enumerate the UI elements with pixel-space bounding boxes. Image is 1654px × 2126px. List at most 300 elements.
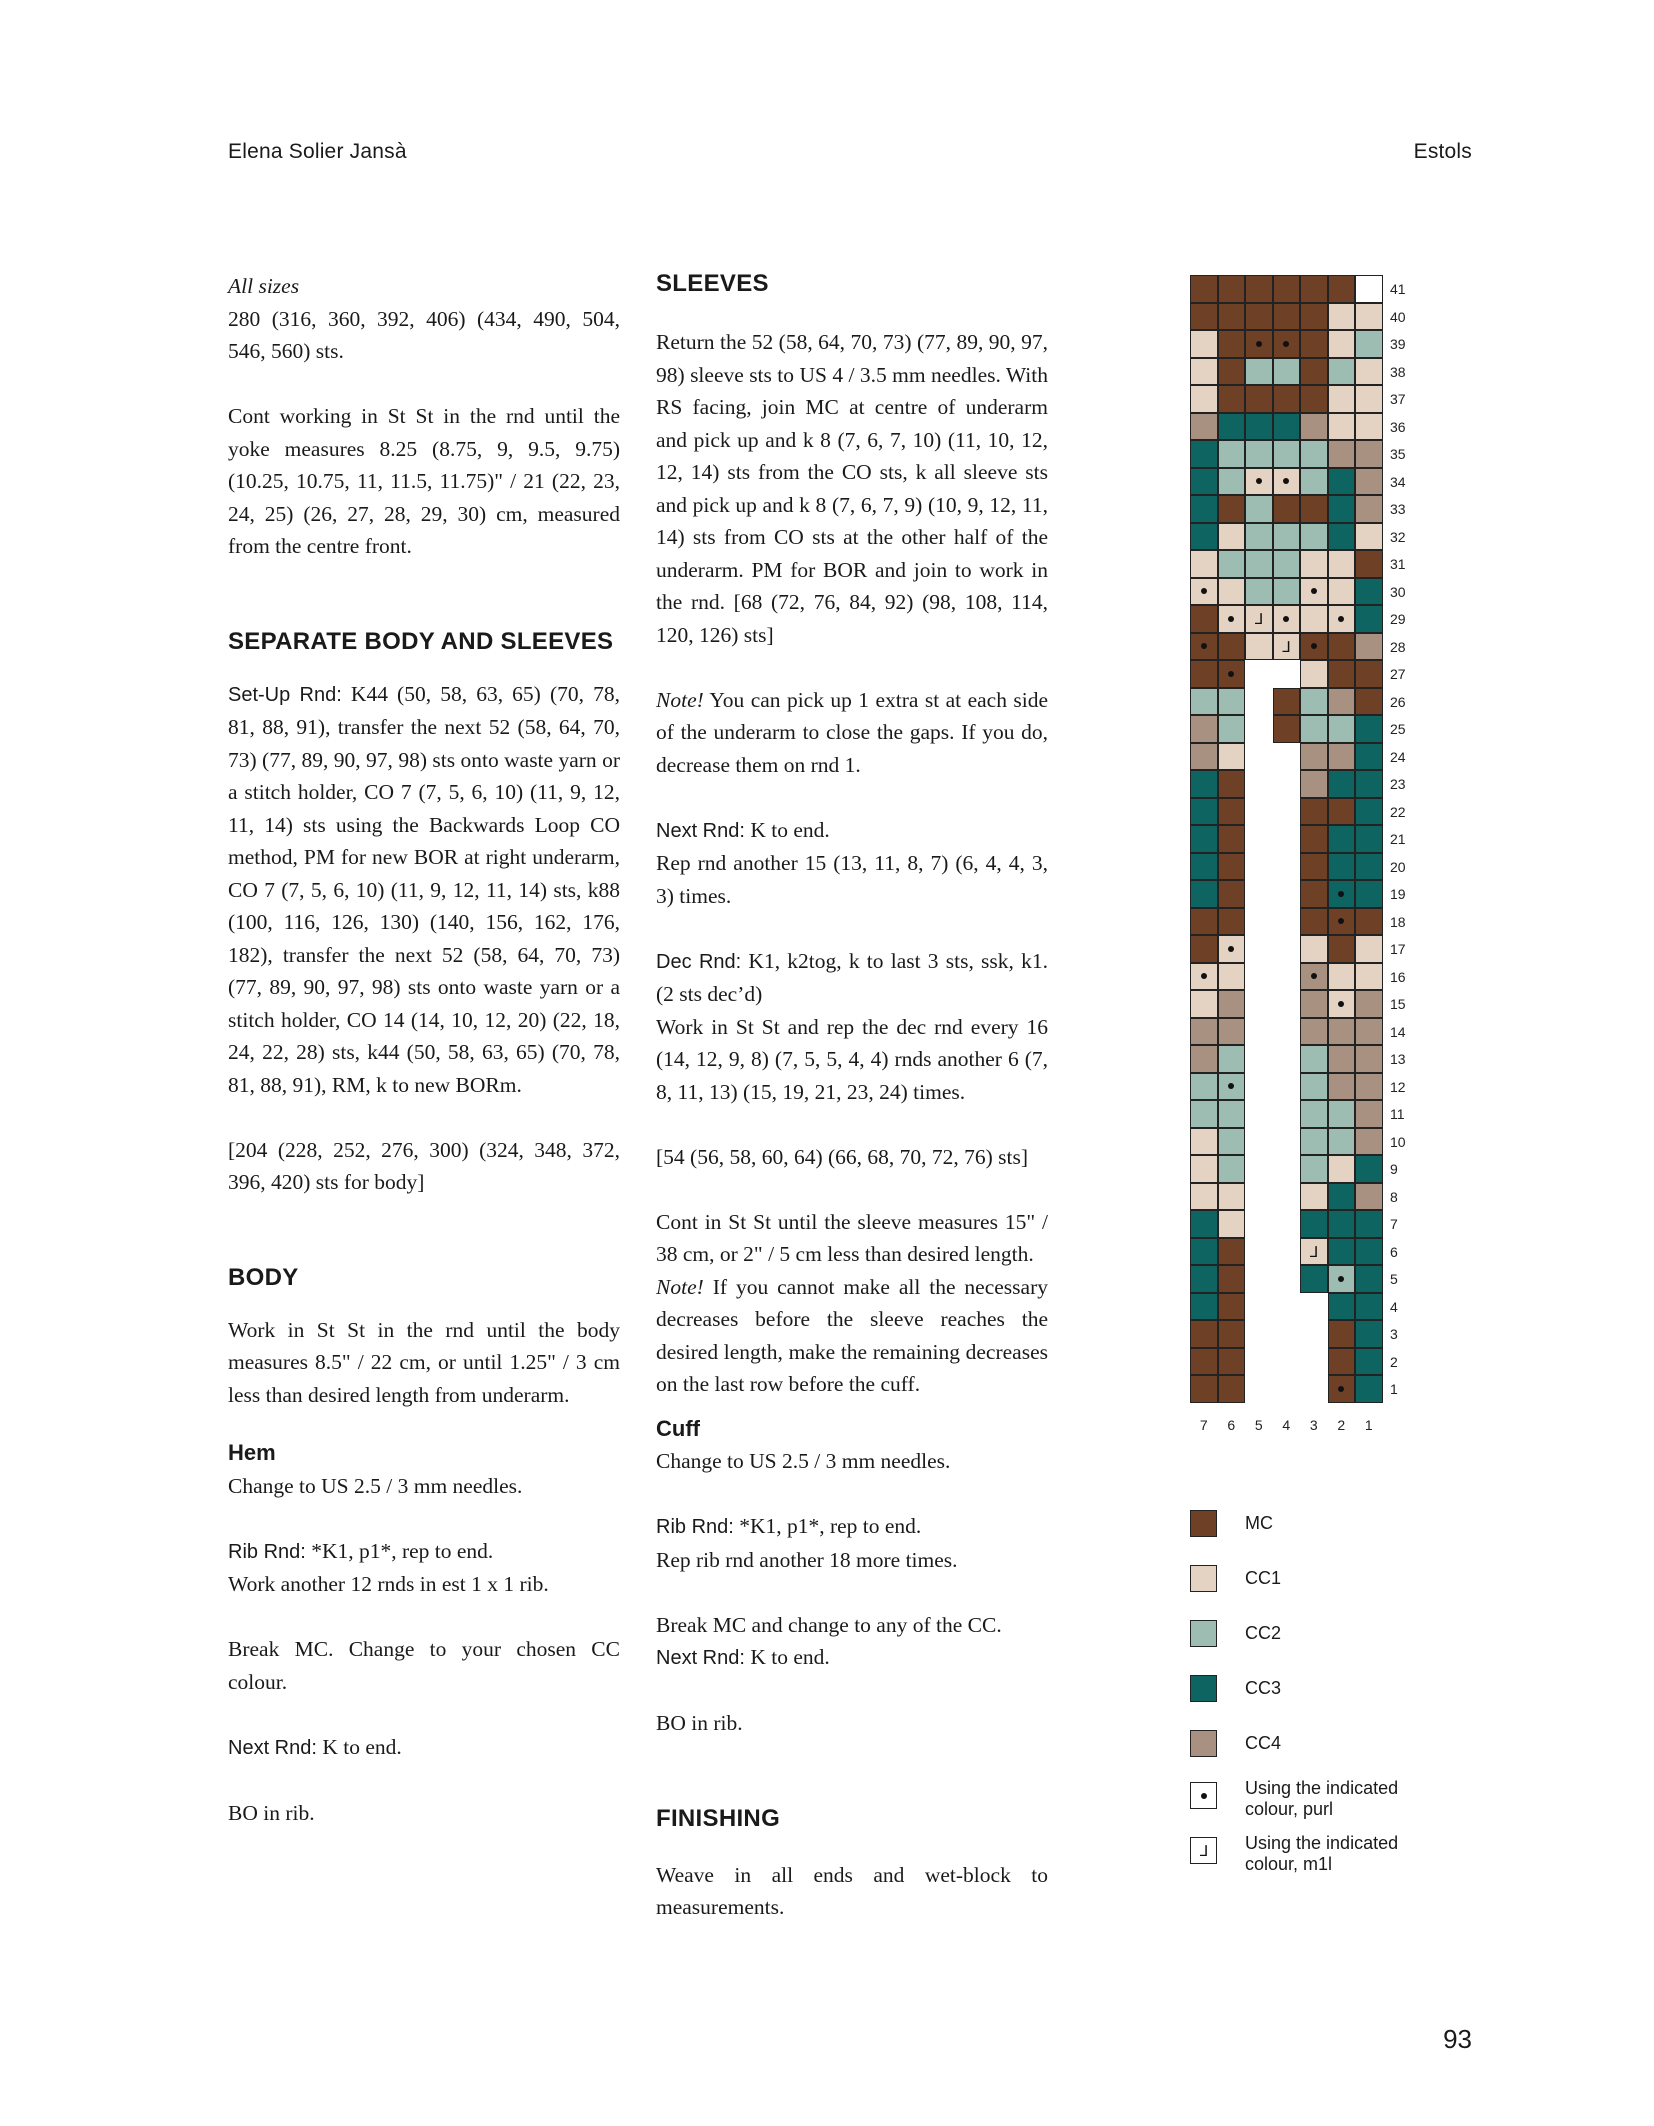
chart-cell [1300,688,1328,716]
chart-cell [1218,605,1246,633]
chart-cell [1355,1238,1383,1266]
sleeve-stitch-count: [54 (56, 58, 60, 64) (66, 68, 70, 72, 76) sts] [656,1144,1029,1169]
running-header-title: Estols [1413,140,1472,163]
chart-cell [1300,1238,1328,1266]
sleeves-return-paragraph: Return the 52 (58, 64, 70, 73) (77, 89, 90, 97, 98) sleeve sts to US 4 / 3.5 mm needles. With RS facing, join MC at centre of underarm and pick up and k 8 (7, 6, 7, 10) (11, 10, 12, 12, 14) sts from the CO sts, k all sleeve sts and pick up and k 8 (7, 6, 7, 9) (10, 9, 12, 11, 14) sts from CO sts at the other half of the underarm. PM for BOR and join to work in the rnd. [68 (72, 76, 84, 92) (98, 108, 114, 120, 126) sts] [656,330,1048,647]
chart-cell [1273,688,1301,716]
purl-dot-icon [1256,478,1262,484]
chart-cell [1218,385,1246,413]
chart-cell [1355,1320,1383,1348]
chart-cell [1328,495,1356,523]
chart-row-number: 15 [1390,996,1406,1012]
chart-cell [1190,1073,1218,1101]
chart-cell [1355,385,1383,413]
chart-cell [1218,660,1246,688]
chart-cell [1190,1155,1218,1183]
chart-row-number: 11 [1390,1106,1405,1122]
chart-cell [1218,1018,1246,1046]
chart-cell [1328,605,1356,633]
chart-row-number: 14 [1390,1023,1406,1040]
chart-row-number: 40 [1390,308,1406,325]
chart-row-number: 33 [1390,501,1406,517]
chart-cell [1328,990,1356,1018]
chart-cell [1300,715,1328,743]
chart-row-number: 5 [1390,1271,1398,1287]
sleeves-heading: SLEEVES [656,270,769,297]
chart-cell [1190,578,1218,606]
chart-cell [1273,385,1301,413]
chart-row-number: 12 [1390,1078,1406,1095]
purl-dot-icon [1338,616,1344,622]
chart-cell [1190,605,1218,633]
chart-cell [1328,963,1356,991]
cuff-bind-off-line: BO in rib. [656,1711,743,1735]
chart-cell [1355,523,1383,551]
chart-cell [1328,1100,1356,1128]
chart-cell [1300,1210,1328,1238]
chart-cell [1218,1293,1246,1321]
chart-cell [1190,1183,1218,1211]
chart-cell [1300,798,1328,826]
chart-row-number: 3 [1390,1326,1398,1342]
chart-cell [1190,908,1218,936]
chart-row-number: 27 [1390,666,1406,682]
purl-dot-icon [1283,341,1289,347]
chart-cell [1300,1073,1328,1101]
chart-cell [1355,1348,1383,1376]
finishing-paragraph: Weave in all ends and wet-block to measurements. [656,1862,1048,1919]
chart-cell [1355,715,1383,743]
chart-cell [1300,633,1328,661]
chart-cell [1355,770,1383,798]
chart-cell [1190,1045,1218,1073]
text-column-middle [656,270,1048,1924]
purl-dot-icon [1338,891,1344,897]
chart-cell [1328,578,1356,606]
chart-cell [1190,853,1218,881]
chart-cell [1328,715,1356,743]
legend-swatch [1190,1837,1217,1864]
purl-dot-icon [1228,671,1234,677]
chart-cell [1273,550,1301,578]
chart-cell [1355,1210,1383,1238]
chart-cell [1190,275,1218,303]
legend-label: Using the indicated colour, purl [1245,1778,1399,1819]
chart-cell [1273,440,1301,468]
chart-cell [1300,385,1328,413]
purl-dot-icon [1311,588,1317,594]
chart-cell [1355,440,1383,468]
purl-dot-icon [1228,616,1234,622]
chart-row-number: 17 [1390,941,1406,957]
chart-cell [1355,798,1383,826]
chart-cell [1355,908,1383,936]
chart-column-number: 7 [1199,1416,1208,1433]
chart-cell [1328,1045,1356,1073]
chart-cell [1190,1320,1218,1348]
chart-cell [1218,935,1246,963]
chart-cell [1245,303,1273,331]
chart-cell [1218,990,1246,1018]
chart-row-number: 22 [1390,803,1406,820]
chart-cell [1190,743,1218,771]
m1l-icon: ⅃ [1282,637,1291,656]
chart-cell [1355,633,1383,661]
purl-dot-icon [1311,643,1317,649]
chart-cell [1190,1210,1218,1238]
legend-label: CC1 [1245,1568,1282,1588]
chart-cell [1328,798,1356,826]
chart-cell [1300,1128,1328,1156]
chart-cell [1190,385,1218,413]
cuff-break-line: Break MC and change to any of the CC. [656,1612,1002,1637]
all-sizes-label: All sizes [228,274,300,298]
all-sizes-counts: 280 (316, 360, 392, 406) (434, 490, 504, 546, 560) sts. [228,306,620,363]
chart-cell [1300,1018,1328,1046]
chart-cell [1190,990,1218,1018]
chart-row-number: 37 [1390,391,1406,407]
page-number: 93 [1443,2024,1472,2054]
purl-dot-icon [1283,478,1289,484]
chart-cell [1355,880,1383,908]
chart-row-number: 1 [1390,1381,1398,1397]
chart-cell [1190,688,1218,716]
cont-working-paragraph: Cont working in St St in the rnd until the yoke measures 8.25 (8.75, 9, 9.5, 9.75) (10.25, 10.75, 11, 11.5, 11.75)" / 21 (22, 23, 24, 25) (26, 27, 28, 29, 30) cm, measured from the centre front. [228,404,620,558]
chart-cell [1300,908,1328,936]
chart-cell [1300,440,1328,468]
chart-cell [1245,523,1273,551]
chart-cell [1273,413,1301,441]
chart-cell [1245,440,1273,468]
chart-row-number: 24 [1390,748,1406,765]
chart-cell [1218,1045,1246,1073]
chart-cell [1218,1320,1246,1348]
chart-cell [1355,468,1383,496]
chart-row-number: 26 [1390,693,1406,710]
chart-cell [1300,1155,1328,1183]
body-paragraph: Work in St St in the rnd until the body measures 8.5" / 22 cm, or until 1.25" / 3 cm less than desired length from underarm. [228,1317,620,1407]
purl-dot-icon [1201,973,1207,979]
chart-cell [1328,440,1356,468]
legend-swatch [1190,1510,1217,1537]
chart-cell [1355,660,1383,688]
cuff-next-round-line: Next Rnd: K to end. [656,1645,830,1669]
chart-cell [1273,358,1301,386]
chart-cell [1190,468,1218,496]
chart-cell [1328,1073,1356,1101]
legend-label: MC [1245,1513,1273,1533]
legend-label: CC4 [1245,1733,1282,1753]
finishing-heading: FINISHING [656,1804,781,1832]
sleeves-repeat-line: Rep rnd another 15 (13, 11, 8, 7) (6, 4, 4, 3, 3) times. [656,851,1048,908]
sleeves-next-round-line: Next Rnd: K to end. [656,817,830,842]
dec-work-paragraph: Work in St St and rep the dec rnd every 16 (14, 12, 9, 8) (7, 5, 5, 4, 4) rnds another 6 (7, 8, 11, 13) (15, 19, 21, 23, 24) times. [656,1014,1048,1104]
sleeves-note2-paragraph: Note! If you cannot make all the necessary decreases before the sleeve reaches the desired length, make the remaining decreases on the last row before the cuff. [656,1274,1048,1396]
chart-cell [1328,303,1356,331]
chart-cell [1300,880,1328,908]
cuff-rib-round-line: Rib Rnd: *K1, p1*, rep to end. [656,1514,922,1538]
chart-cell [1245,550,1273,578]
chart-cell [1218,1238,1246,1266]
chart-cell [1300,468,1328,496]
chart-cell [1190,1375,1218,1403]
chart-cell [1218,880,1246,908]
chart-cell [1218,825,1246,853]
chart-cell [1328,1155,1356,1183]
chart-cell [1218,1375,1246,1403]
chart-cell [1190,660,1218,688]
chart-cell [1190,1238,1218,1266]
chart-cell [1190,825,1218,853]
chart-cell [1355,413,1383,441]
chart-cell [1190,963,1218,991]
chart-column-number: 1 [1364,1416,1373,1433]
chart-cell [1218,908,1246,936]
chart-cell [1355,495,1383,523]
purl-dot-icon [1338,1001,1344,1007]
purl-dot-icon [1338,918,1344,924]
chart-row-number: 18 [1390,913,1406,930]
chart-cell [1300,853,1328,881]
purl-dot-icon [1228,946,1234,952]
chart-cell [1355,853,1383,881]
chart-cell [1300,523,1328,551]
chart-cell [1328,358,1356,386]
chart-cell [1300,303,1328,331]
chart-cell [1218,330,1246,358]
chart-cell [1355,550,1383,578]
chart-cell [1218,413,1246,441]
sleeves-note-paragraph: Note! You can pick up 1 extra st at each side of the underarm to close the gaps. If you do, decrease them on rnd 1. [656,687,1048,777]
chart-cell [1328,1320,1356,1348]
chart-cell [1300,1100,1328,1128]
chart-cell [1218,578,1246,606]
chart-row-number: 20 [1390,858,1406,875]
chart-cell [1300,1045,1328,1073]
chart-row-number: 8 [1390,1188,1398,1205]
chart-cell [1218,1073,1246,1101]
chart-cell [1355,578,1383,606]
chart-cell [1300,495,1328,523]
rib-round-line: Rib Rnd: *K1, p1*, rep to end. [228,1538,494,1563]
chart-cell [1328,1375,1356,1403]
chart-cell [1355,1073,1383,1101]
cuff-rib-repeat-line: Rep rib rnd another 18 more times. [656,1547,958,1572]
chart-cell [1218,358,1246,386]
chart-cell [1328,935,1356,963]
chart-row-number: 38 [1390,363,1406,380]
legend-swatch [1190,1620,1217,1647]
chart-cell [1355,1183,1383,1211]
chart-cell [1355,1293,1383,1321]
chart-cell [1245,468,1273,496]
chart-cell [1190,523,1218,551]
chart-cell [1355,358,1383,386]
chart-cell [1190,1100,1218,1128]
chart-cell [1218,1128,1246,1156]
chart-row-number: 41 [1390,281,1406,297]
chart-cell [1190,330,1218,358]
chart-cell [1190,440,1218,468]
chart-cell [1328,468,1356,496]
chart-cell [1328,1128,1356,1156]
chart-cell [1300,990,1328,1018]
body-heading: BODY [228,1263,299,1291]
purl-dot-icon [1311,973,1317,979]
chart-cell [1328,770,1356,798]
legend-swatch [1190,1565,1217,1592]
chart-column-number: 5 [1254,1416,1263,1433]
dec-round-line: Dec Rnd: K1, k2tog, k to last 3 sts, ssk, k1. (2 sts dec’d) [656,948,1048,1006]
chart-cell [1245,275,1273,303]
chart-cell [1245,495,1273,523]
chart-cell [1355,743,1383,771]
chart-cell [1273,633,1301,661]
separate-body-sleeves-heading: SEPARATE BODY AND SLEEVES [228,627,614,655]
chart-cell [1218,770,1246,798]
chart-cell [1300,1265,1328,1293]
chart-column-number: 4 [1282,1416,1291,1433]
m1l-icon: ⅃ [1254,610,1264,628]
chart-cell [1190,715,1218,743]
chart-cell [1218,1210,1246,1238]
chart-cell [1218,688,1246,716]
chart-row-number: 6 [1390,1243,1398,1260]
chart-cell [1218,715,1246,743]
chart-cell [1300,605,1328,633]
chart-cell [1300,935,1328,963]
chart-cell [1245,605,1273,633]
chart-cell [1328,1210,1356,1238]
chart-cell [1190,1348,1218,1376]
chart-cell [1218,963,1246,991]
chart-cell [1273,303,1301,331]
chart-cell [1355,935,1383,963]
chart-cell [1190,413,1218,441]
chart-cell [1273,605,1301,633]
chart-cell [1190,1018,1218,1046]
chart-cell [1355,330,1383,358]
chart-cell [1190,798,1218,826]
chart-cell [1245,413,1273,441]
chart-cell [1355,688,1383,716]
chart-cell [1218,798,1246,826]
chart-cell [1245,633,1273,661]
chart-cell [1190,358,1218,386]
chart-cell [1328,825,1356,853]
chart-cell [1355,1375,1383,1403]
chart-cell [1300,825,1328,853]
chart-cell [1300,330,1328,358]
chart-cell [1328,1183,1356,1211]
chart-cell [1328,1293,1356,1321]
chart-cell [1328,743,1356,771]
legend-label: CC2 [1245,1623,1282,1643]
chart-cell [1190,303,1218,331]
bind-off-line: BO in rib. [228,1800,315,1825]
chart-cell [1273,275,1301,303]
chart-cell [1300,743,1328,771]
chart-cell [1218,1183,1246,1211]
chart-cell [1218,523,1246,551]
chart-cell [1218,1100,1246,1128]
chart-cell [1300,578,1328,606]
purl-dot-icon [1338,1276,1344,1282]
chart-cell [1328,275,1356,303]
chart-cell [1218,1348,1246,1376]
chart-row-number: 23 [1390,776,1406,792]
m1l-icon: ⅃ [1199,1842,1209,1860]
chart-cell [1218,468,1246,496]
chart-cell [1190,1128,1218,1156]
chart-row-number: 39 [1390,336,1406,352]
chart-cell [1273,495,1301,523]
hem-needles-text: Change to US 2.5 / 3 mm needles. [228,1473,523,1498]
chart-cell [1273,715,1301,743]
setup-round-paragraph: Set-Up Rnd: K44 (50, 58, 63, 65) (70, 78, 81, 88, 91), transfer the next 52 (58, 64, 70, 73) (77, 89, 90, 97, 98) sts onto waste yarn or a stitch holder, CO 7 (7, 5, 6, 10) (11, 9, 12, 11, 14) sts using the Backwards Loop CO method, PM for new BOR at right underarm, CO 7 (7, 5, 6, 10) (11, 9, 12, 11, 14) sts, k88 (100, 116, 126, 130) (140, 156, 162, 176, 182), transfer the next 52 (58, 64, 70, 73) (77, 89, 90, 97, 98) sts onto waste yarn or a stitch holder, CO 14 (14, 10, 12, 20) (22, 18, 24, 22, 28) sts, k44 (50, 58, 63, 65) (70, 78, 81, 88, 91), RM, k to new BORm. [228,681,620,1097]
chart-cell [1300,770,1328,798]
hem-heading: Hem [228,1440,276,1465]
chart-row-number: 30 [1390,583,1406,600]
chart-cell [1190,495,1218,523]
chart-cell [1273,523,1301,551]
chart-row-number: 34 [1390,473,1406,490]
chart-cell [1218,853,1246,881]
chart-cell [1218,1265,1246,1293]
purl-dot-icon [1201,588,1207,594]
chart-cell [1190,1265,1218,1293]
chart-cell [1190,1293,1218,1321]
chart-cell [1245,578,1273,606]
chart-cell [1355,1128,1383,1156]
chart-cell [1328,550,1356,578]
chart-cell [1190,550,1218,578]
chart-cell [1273,578,1301,606]
chart-cell [1218,633,1246,661]
chart-cell [1300,1183,1328,1211]
chart-cell [1300,963,1328,991]
chart-cell [1300,413,1328,441]
chart-row-number: 31 [1390,556,1406,572]
chart-cell [1328,385,1356,413]
chart-cell [1355,1045,1383,1073]
chart-row-number: 16 [1390,968,1406,985]
chart-cell [1190,880,1218,908]
cuff-heading: Cuff [656,1415,700,1441]
chart-cell [1355,1155,1383,1183]
chart-cell [1355,990,1383,1018]
chart-cell [1355,1100,1383,1128]
chart-cell [1328,1238,1356,1266]
chart-cell [1328,523,1356,551]
chart-cell [1218,303,1246,331]
chart-cell [1328,330,1356,358]
chart-row-number: 28 [1390,638,1406,655]
chart-cell [1328,660,1356,688]
chart-cell [1218,495,1246,523]
chart-cell [1300,550,1328,578]
chart-row-number: 32 [1390,528,1406,545]
text-column-left [228,270,620,1829]
chart-cell [1328,1348,1356,1376]
chart-cell [1328,633,1356,661]
chart-cell [1355,303,1383,331]
chart-cell [1328,688,1356,716]
next-round-line: Next Rnd: K to end. [228,1734,402,1759]
legend-label: CC3 [1245,1678,1282,1698]
chart-row-number: 21 [1390,831,1406,847]
purl-dot-icon [1256,341,1262,347]
